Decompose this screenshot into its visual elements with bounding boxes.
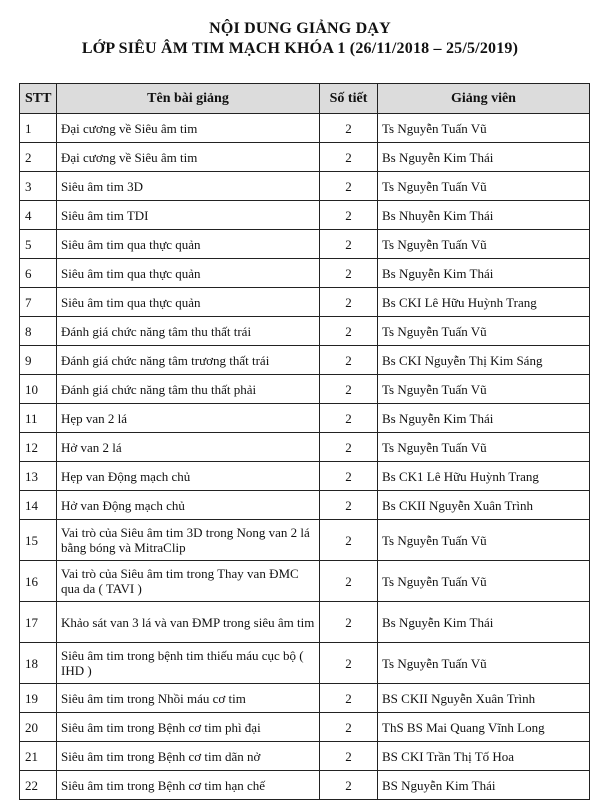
- cell-lecturer: BS CKII Nguyễn Xuân Trình: [378, 684, 590, 713]
- cell-lecturer: Bs Nguyễn Kim Thái: [378, 404, 590, 433]
- cell-stt: 17: [20, 602, 57, 643]
- table-row: [20, 230, 590, 259]
- cell-stt: 16: [20, 561, 57, 602]
- cell-lecturer: Ts Nguyễn Tuấn Vũ: [378, 643, 590, 684]
- cell-lecture: Hẹp van Động mạch chủ: [57, 462, 320, 491]
- cell-periods: 2: [320, 259, 378, 288]
- cell-stt: 9: [20, 346, 57, 375]
- cell-stt: 18: [20, 643, 57, 684]
- cell-lecture: Đánh giá chức năng tâm thu thất trái: [57, 317, 320, 346]
- cell-lecture: Vai trò của Siêu âm tim trong Thay van ĐMC qua da ( TAVI ): [57, 561, 320, 602]
- cell-lecture: Đại cương về Siêu âm tim: [57, 114, 320, 143]
- cell-periods: 2: [320, 433, 378, 462]
- cell-stt: 15: [20, 520, 57, 561]
- cell-periods: 2: [320, 172, 378, 201]
- cell-lecturer: Bs Nhuyễn Kim Thái: [378, 201, 590, 230]
- cell-lecture: Hở van Động mạch chủ: [57, 491, 320, 520]
- table-row: [20, 643, 590, 684]
- cell-stt: 12: [20, 433, 57, 462]
- cell-lecturer: Bs CK1 Lê Hữu Huỳnh Trang: [378, 462, 590, 491]
- cell-lecturer: Ts Nguyễn Tuấn Vũ: [378, 172, 590, 201]
- cell-periods: 2: [320, 602, 378, 643]
- cell-stt: 21: [20, 742, 57, 771]
- cell-periods: 2: [320, 684, 378, 713]
- table-row: [20, 433, 590, 462]
- table-row: [20, 114, 590, 143]
- table-row: [20, 491, 590, 520]
- cell-stt: 5: [20, 230, 57, 259]
- cell-lecturer: Ts Nguyễn Tuấn Vũ: [378, 114, 590, 143]
- cell-lecture: Hẹp van 2 lá: [57, 404, 320, 433]
- cell-lecturer: ThS BS Mai Quang Vĩnh Long: [378, 713, 590, 742]
- cell-lecture: Siêu âm tim trong Bệnh cơ tim dãn nở: [57, 742, 320, 771]
- cell-lecture: Siêu âm tim trong Nhồi máu cơ tim: [57, 684, 320, 713]
- cell-lecture: Khảo sát van 3 lá và van ĐMP trong siêu âm tim: [57, 602, 320, 643]
- cell-periods: 2: [320, 230, 378, 259]
- cell-lecturer: Ts Nguyễn Tuấn Vũ: [378, 375, 590, 404]
- cell-lecture: Siêu âm tim qua thực quản: [57, 288, 320, 317]
- cell-periods: 2: [320, 713, 378, 742]
- table-row: [20, 561, 590, 602]
- column-header-periods: Số tiết: [320, 84, 378, 114]
- cell-lecturer: Bs Nguyễn Kim Thái: [378, 259, 590, 288]
- table-row: [20, 288, 590, 317]
- cell-lecturer: BS CKI Trần Thị Tố Hoa: [378, 742, 590, 771]
- cell-lecturer: Ts Nguyễn Tuấn Vũ: [378, 230, 590, 259]
- cell-lecture: Siêu âm tim qua thực quản: [57, 259, 320, 288]
- cell-periods: 2: [320, 520, 378, 561]
- cell-stt: 4: [20, 201, 57, 230]
- cell-periods: 2: [320, 288, 378, 317]
- cell-periods: 2: [320, 491, 378, 520]
- cell-lecturer: Bs CKI Lê Hữu Huỳnh Trang: [378, 288, 590, 317]
- cell-lecture: Đánh giá chức năng tâm trương thất trái: [57, 346, 320, 375]
- cell-periods: 2: [320, 114, 378, 143]
- cell-lecturer: Bs Nguyễn Kim Thái: [378, 143, 590, 172]
- cell-lecturer: Ts Nguyễn Tuấn Vũ: [378, 520, 590, 561]
- table-row: [20, 143, 590, 172]
- cell-lecture: Siêu âm tim qua thực quản: [57, 230, 320, 259]
- cell-stt: 2: [20, 143, 57, 172]
- table-row: [20, 684, 590, 713]
- cell-stt: 13: [20, 462, 57, 491]
- cell-lecturer: BS Nguyễn Kim Thái: [378, 771, 590, 800]
- cell-periods: 2: [320, 346, 378, 375]
- table-row: [20, 520, 590, 561]
- cell-stt: 14: [20, 491, 57, 520]
- cell-lecture: Siêu âm tim trong Bệnh cơ tim phì đại: [57, 713, 320, 742]
- column-header-lecturer: Giảng viên: [378, 84, 590, 114]
- cell-lecture: Vai trò của Siêu âm tim 3D trong Nong van 2 lá bằng bóng và MitraClip: [57, 520, 320, 561]
- cell-periods: 2: [320, 643, 378, 684]
- cell-stt: 6: [20, 259, 57, 288]
- table-row: [20, 259, 590, 288]
- cell-periods: 2: [320, 561, 378, 602]
- cell-stt: 8: [20, 317, 57, 346]
- table-header-row: [20, 84, 590, 114]
- page-title: NỘI DUNG GIẢNG DẠY: [209, 20, 391, 37]
- cell-lecture: Đánh giá chức năng tâm thu thất phải: [57, 375, 320, 404]
- cell-periods: 2: [320, 143, 378, 172]
- table-row: [20, 172, 590, 201]
- cell-lecturer: Ts Nguyễn Tuấn Vũ: [378, 433, 590, 462]
- table-row: [20, 602, 590, 643]
- cell-periods: 2: [320, 375, 378, 404]
- cell-lecturer: Bs CKI Nguyễn Thị Kim Sáng: [378, 346, 590, 375]
- cell-lecturer: Bs CKII Nguyễn Xuân Trình: [378, 491, 590, 520]
- cell-periods: 2: [320, 317, 378, 346]
- cell-lecturer: Ts Nguyễn Tuấn Vũ: [378, 561, 590, 602]
- page-subtitle: LỚP SIÊU ÂM TIM MẠCH KHÓA 1 (26/11/2018 – 25/5/2019): [81, 40, 519, 57]
- cell-periods: 2: [320, 462, 378, 491]
- cell-lecturer: Ts Nguyễn Tuấn Vũ: [378, 317, 590, 346]
- table-row: [20, 462, 590, 491]
- table-row: [20, 742, 590, 771]
- cell-stt: 3: [20, 172, 57, 201]
- cell-periods: 2: [320, 771, 378, 800]
- table-row: [20, 713, 590, 742]
- cell-stt: 10: [20, 375, 57, 404]
- cell-stt: 19: [20, 684, 57, 713]
- cell-periods: 2: [320, 742, 378, 771]
- cell-stt: 7: [20, 288, 57, 317]
- cell-lecture: Siêu âm tim TDI: [57, 201, 320, 230]
- cell-stt: 1: [20, 114, 57, 143]
- cell-lecture: Hở van 2 lá: [57, 433, 320, 462]
- cell-stt: 11: [20, 404, 57, 433]
- cell-periods: 2: [320, 404, 378, 433]
- cell-lecture: Siêu âm tim trong Bệnh cơ tim hạn chế: [57, 771, 320, 800]
- cell-lecture: Siêu âm tim 3D: [57, 172, 320, 201]
- table-row: [20, 404, 590, 433]
- cell-lecture: Siêu âm tim trong bệnh tim thiếu máu cục bộ ( IHD ): [57, 643, 320, 684]
- table-row: [20, 201, 590, 230]
- cell-lecture: Đại cương về Siêu âm tim: [57, 143, 320, 172]
- curriculum-table: [19, 83, 590, 800]
- column-header-lecture: Tên bài giảng: [57, 84, 320, 114]
- table-row: [20, 346, 590, 375]
- table-row: [20, 317, 590, 346]
- cell-stt: 20: [20, 713, 57, 742]
- column-header-stt: STT: [20, 84, 57, 114]
- cell-lecturer: Bs Nguyễn Kim Thái: [378, 602, 590, 643]
- cell-stt: 22: [20, 771, 57, 800]
- table-row: [20, 375, 590, 404]
- table-body: [20, 114, 590, 800]
- cell-periods: 2: [320, 201, 378, 230]
- table-row: [20, 771, 590, 800]
